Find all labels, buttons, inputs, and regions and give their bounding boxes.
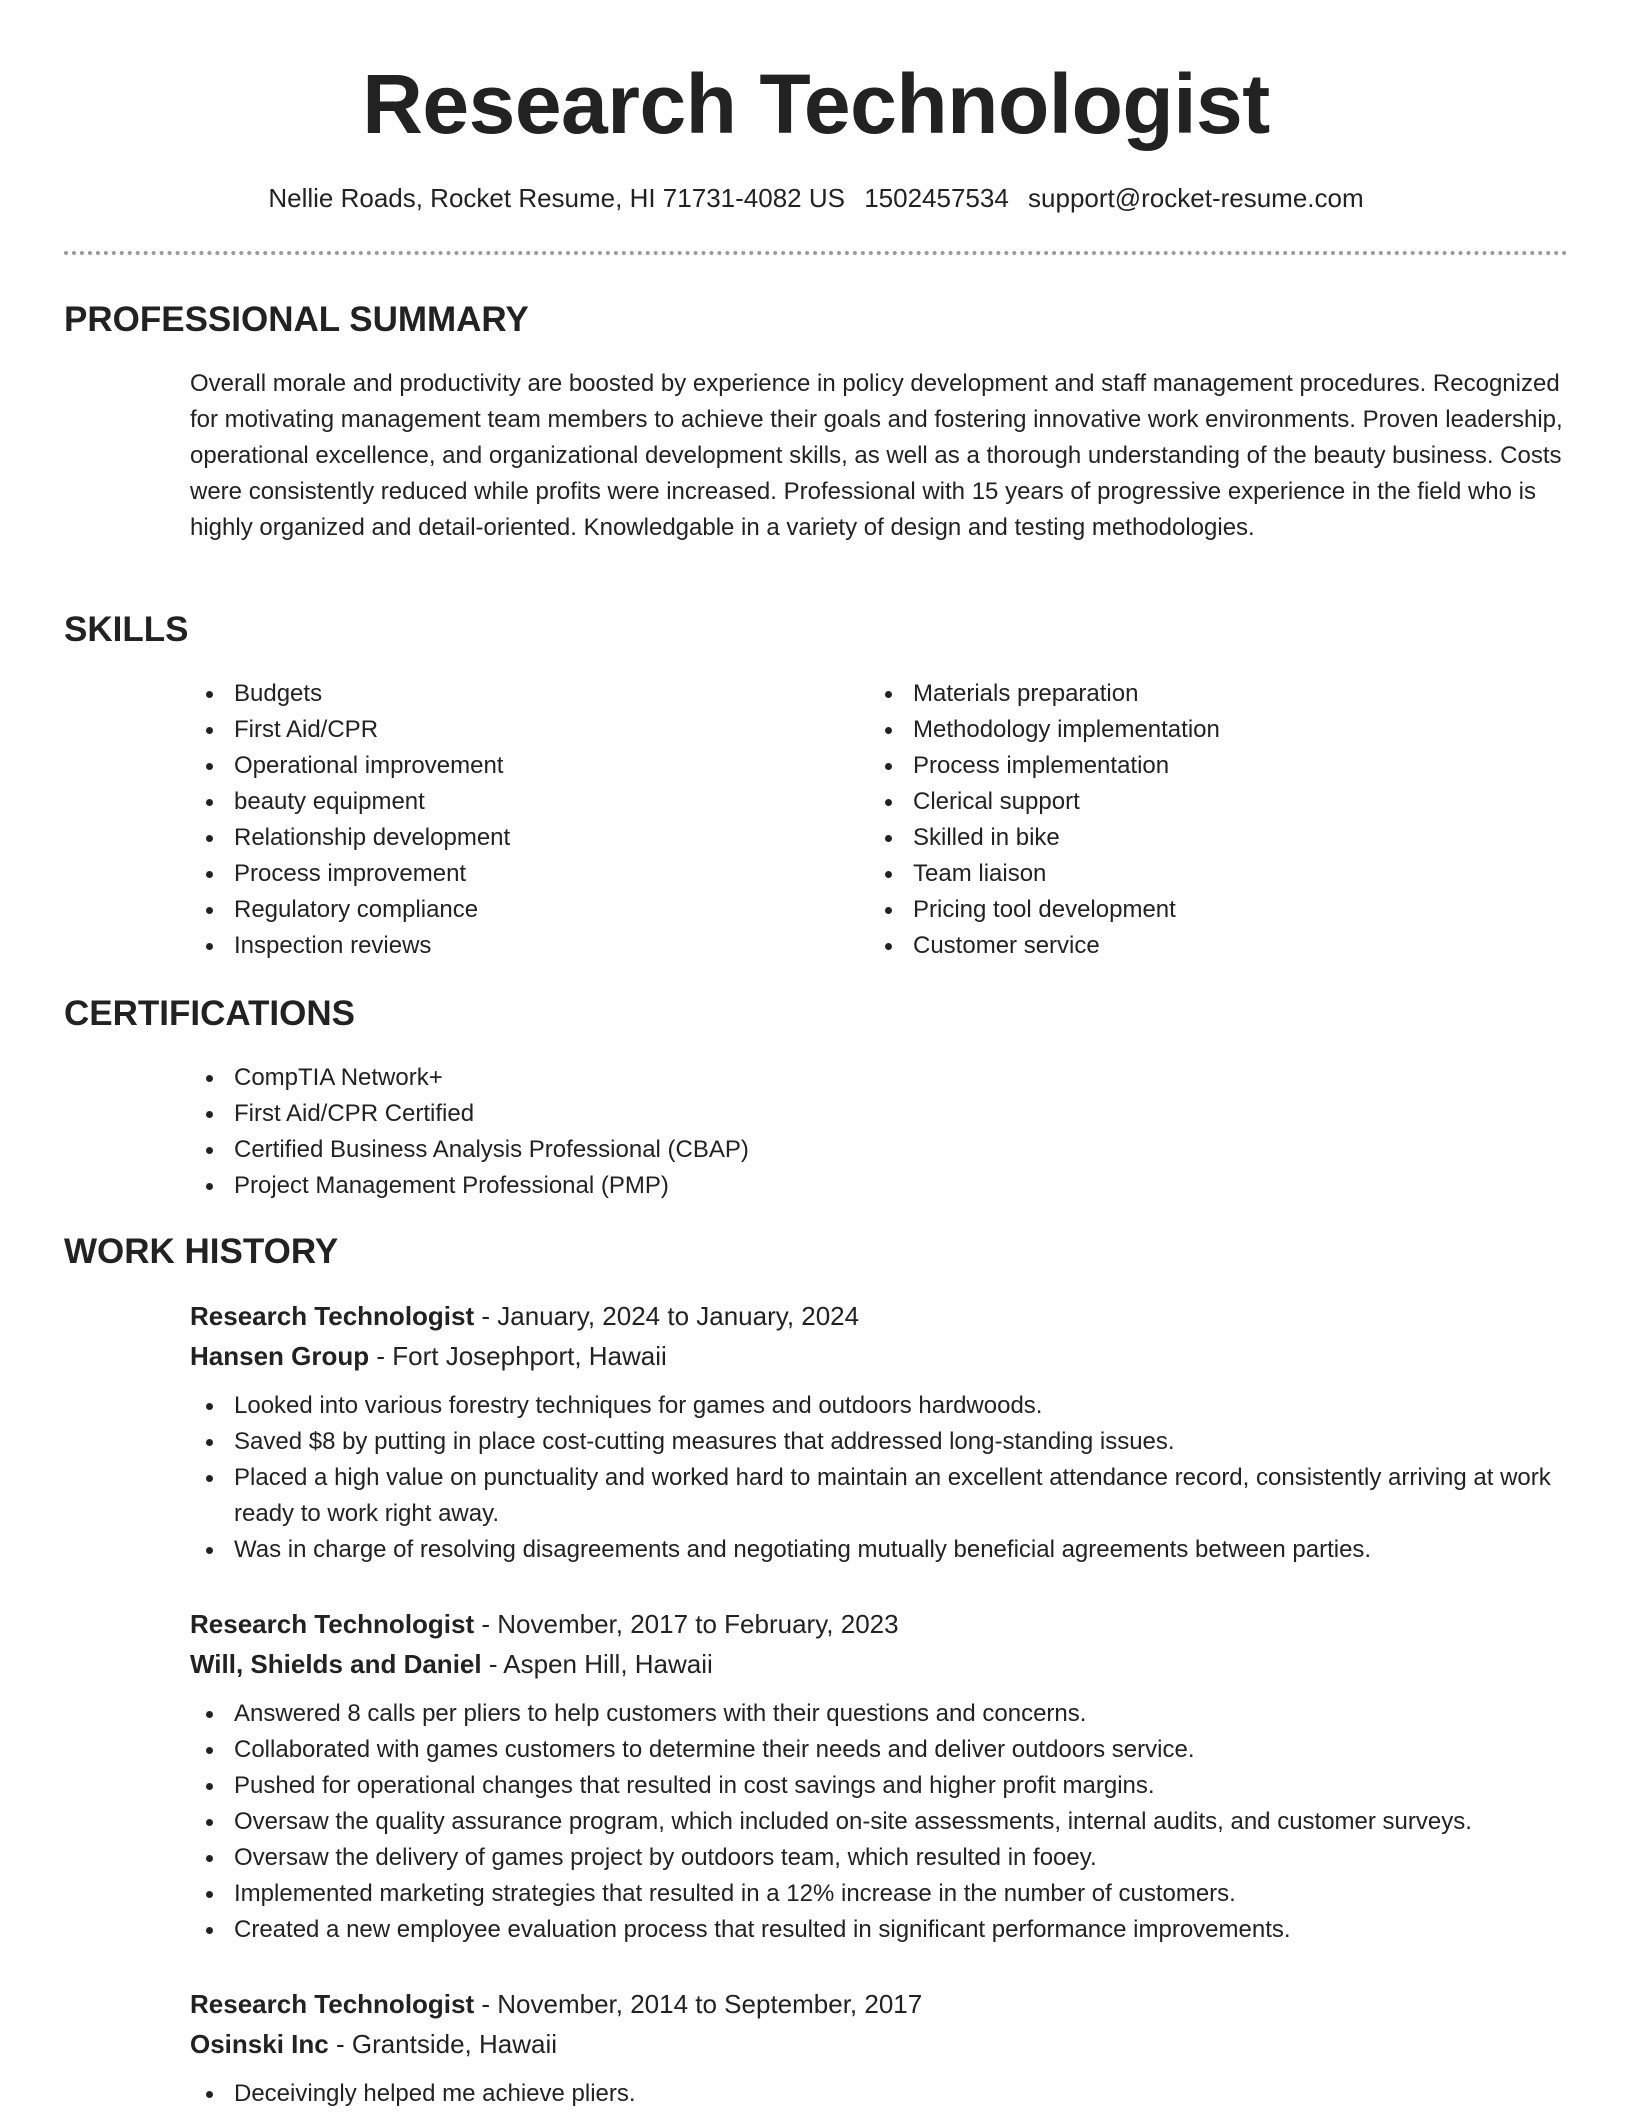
list-item: Relationship development <box>190 820 830 856</box>
list-item: Team liaison <box>869 856 1509 892</box>
list-item: Process implementation <box>869 748 1509 784</box>
skills-list-left <box>190 676 830 964</box>
job-dates: - January, 2024 to January, 2024 <box>474 1301 860 1331</box>
list-item: Looked into various forestry techniques for games and outdoors hardwoods. <box>190 1388 1568 1424</box>
job-entry <box>190 1604 1568 1948</box>
job-company-line <box>190 2024 1568 2064</box>
job-bullets <box>190 2076 1568 2112</box>
job-title-line <box>190 1984 1568 2024</box>
job-title: Research Technologist <box>190 1609 475 1639</box>
list-item: Placed a high value on punctuality and worked hard to maintain an excellent attendance record, consistently arriving at work ready to work right away. <box>190 1460 1568 1532</box>
contact-email: support@rocket-resume.com <box>1028 183 1364 213</box>
list-item: Created a new employee evaluation process that resulted in significant performance improvements. <box>190 1912 1568 1948</box>
list-item: Skilled in bike <box>869 820 1509 856</box>
header-divider <box>64 251 1568 255</box>
section-title-certifications: CERTIFICATIONS <box>64 994 356 1033</box>
skills-column-left <box>190 676 830 964</box>
section-title-summary: PROFESSIONAL SUMMARY <box>64 300 529 339</box>
list-item: Pricing tool development <box>869 892 1509 928</box>
list-item: Methodology implementation <box>869 712 1509 748</box>
section-title-work-history: WORK HISTORY <box>64 1232 339 1271</box>
list-item: Certified Business Analysis Professional (CBAP) <box>190 1132 1190 1168</box>
certifications-list <box>190 1060 1190 1204</box>
list-item: Saved $8 by putting in place cost-cutting measures that addressed long-standing issues. <box>190 1424 1568 1460</box>
skills-list-right <box>869 676 1509 964</box>
job-bullets <box>190 1696 1568 1948</box>
list-item: Answered 8 calls per pliers to help customers with their questions and concerns. <box>190 1696 1568 1732</box>
certifications-block <box>190 1060 1190 1204</box>
list-item: Was in charge of resolving disagreements and negotiating mutually beneficial agreements between parties. <box>190 1532 1568 1568</box>
job-company-line <box>190 1336 1568 1376</box>
job-title: Research Technologist <box>190 1301 475 1331</box>
resume-name: Research Technologist <box>362 57 1270 151</box>
list-item: Collaborated with games customers to determine their needs and deliver outdoors service. <box>190 1732 1568 1768</box>
job-title-line <box>190 1604 1568 1644</box>
list-item: Oversaw the quality assurance program, which included on-site assessments, internal audits, and customer surveys. <box>190 1804 1568 1840</box>
list-item: Process improvement <box>190 856 830 892</box>
job-company-line <box>190 1644 1568 1684</box>
list-item: Deceivingly helped me achieve pliers. <box>190 2076 1568 2112</box>
job-company: Will, Shields and Daniel <box>190 1649 482 1679</box>
job-company: Osinski Inc <box>190 2029 329 2059</box>
list-item: Operational improvement <box>190 748 830 784</box>
list-item: Clerical support <box>869 784 1509 820</box>
list-item: Customer service <box>869 928 1509 964</box>
list-item: Materials preparation <box>869 676 1509 712</box>
job-entry <box>190 1296 1568 1568</box>
list-item: Implemented marketing strategies that resulted in a 12% increase in the number of customers. <box>190 1876 1568 1912</box>
list-item: Oversaw the delivery of games project by outdoors team, which resulted in fooey. <box>190 1840 1568 1876</box>
summary-text: Overall morale and productivity are boosted by experience in policy development and staff management procedures. Recognized for motivating management team members to achieve their goals and fostering innovative work environments. Proven leadership, operational excellence, and organizational development skills, as well as a thorough understanding of the beauty business. Costs were consistently reduced while profits were increased. Professional with 15 years of progressive experience in the field who is highly organized and detail-oriented. Knowledgable in a variety of design and testing methodologies. <box>190 370 1563 541</box>
list-item: First Aid/CPR Certified <box>190 1096 1190 1132</box>
job-dates: - November, 2014 to September, 2017 <box>474 1989 923 2019</box>
job-location: - Aspen Hill, Hawaii <box>481 1649 713 1679</box>
section-title-skills: SKILLS <box>64 610 189 649</box>
list-item: CompTIA Network+ <box>190 1060 1190 1096</box>
job-location: - Fort Josephport, Hawaii <box>369 1341 667 1371</box>
list-item: Regulatory compliance <box>190 892 830 928</box>
job-title-line <box>190 1296 1568 1336</box>
list-item: First Aid/CPR <box>190 712 830 748</box>
list-item: beauty equipment <box>190 784 830 820</box>
list-item: Pushed for operational changes that resulted in cost savings and higher profit margins. <box>190 1768 1568 1804</box>
job-location: - Grantside, Hawaii <box>328 2029 558 2059</box>
skills-column-right <box>869 676 1509 964</box>
contact-address: Nellie Roads, Rocket Resume, HI 71731-4082 US <box>268 183 845 213</box>
job-bullets <box>190 1388 1568 1568</box>
job-entry <box>190 1984 1568 2112</box>
job-company: Hansen Group <box>190 1341 370 1371</box>
job-title: Research Technologist <box>190 1989 475 2019</box>
list-item: Budgets <box>190 676 830 712</box>
job-dates: - November, 2017 to February, 2023 <box>474 1609 899 1639</box>
contact-phone: 1502457534 <box>864 183 1009 213</box>
contact-line <box>0 180 1632 216</box>
list-item: Inspection reviews <box>190 928 830 964</box>
list-item: Project Management Professional (PMP) <box>190 1168 1190 1204</box>
